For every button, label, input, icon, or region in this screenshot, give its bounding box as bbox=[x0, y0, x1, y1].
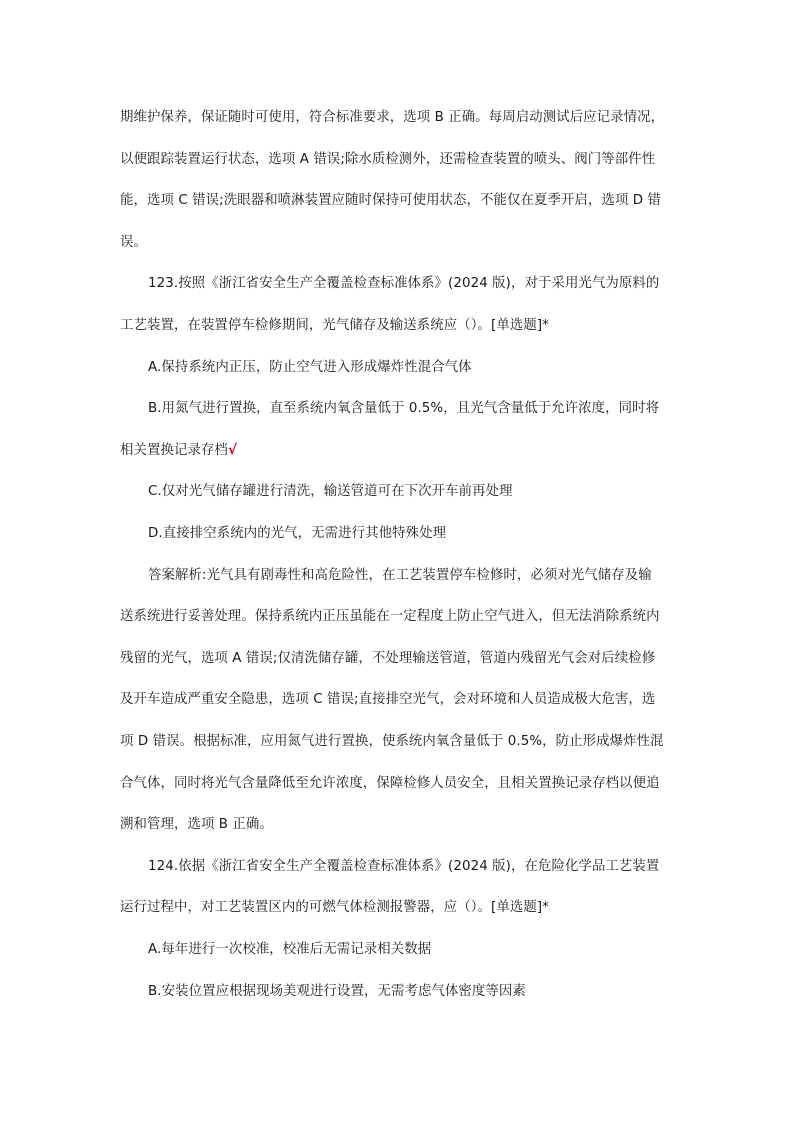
q123-option-c: C.仅对光气储存罐进行清洗，输送管道可在下次开车前再处理 bbox=[148, 484, 513, 499]
q124-option-a: A.每年进行一次校准，校准后无需记录相关数据 bbox=[148, 942, 432, 957]
q124-option-b: B.安装位置应根据现场美观进行设置，无需考虑气体密度等因素 bbox=[148, 984, 526, 999]
q123-stem-line-1: 123.按照《浙江省安全生产全覆盖检查标准体系》(2024 版)，对于采用光气为原料的 bbox=[148, 276, 660, 291]
q123-analysis-line-4: 及开车造成严重安全隐患，选项 C 错误;直接排空光气，会对环境和人员造成极大危害，选 bbox=[120, 692, 656, 707]
prev-analysis-line-1: 期维护保养，保证随时可使用，符合标准要求，选项 B 正确。每周启动测试后应记录情况， bbox=[120, 110, 665, 125]
q124-stem-line-1: 124.依据《浙江省安全生产全覆盖检查标准体系》(2024 版)，在危险化学品工艺装置 bbox=[148, 859, 660, 874]
prev-analysis-line-4: 误。 bbox=[120, 235, 147, 250]
q123-analysis-line-3: 残留的光气，选项 A 错误;仅清洗储存罐，不处理输送管道，管道内残留光气会对后续检修 bbox=[120, 651, 656, 666]
correct-answer-check-icon: √ bbox=[227, 443, 237, 458]
q123-analysis-line-1: 答案解析:光气具有剧毒性和高危险性，在工艺装置停车检修时，必须对光气储存及输 bbox=[148, 568, 652, 583]
q123-analysis-line-6: 合气体，同时将光气含量降低至允许浓度，保障检修人员安全，且相关置换记录存档以便追 bbox=[120, 776, 660, 791]
q123-option-b-line-2 bbox=[120, 441, 680, 461]
q123-analysis-line-7: 溯和管理，选项 B 正确。 bbox=[120, 817, 273, 832]
q124-stem-line-2: 运行过程中，对工艺装置区内的可燃气体检测报警器，应（）。[单选题]* bbox=[120, 900, 549, 915]
q123-stem-line-2: 工艺装置，在装置停车检修期间，光气储存及输送系统应（）。[单选题]* bbox=[120, 318, 549, 333]
prev-analysis-line-2: 以便跟踪装置运行状态，选项 A 错误;除水质检测外，还需检查装置的喷头、阀门等部件性 bbox=[120, 152, 656, 167]
q123-option-b-line-1: B.用氮气进行置换，直至系统内氧含量低于 0.5%，且光气含量低于允许浓度，同时将 bbox=[148, 401, 660, 416]
q123-analysis-line-5: 项 D 错误。根据标准，应用氮气进行置换，使系统内氧含量低于 0.5%，防止形成爆炸性混 bbox=[120, 734, 664, 749]
q123-option-b-text: 相关置换记录存档 bbox=[120, 443, 228, 458]
q123-option-d: D.直接排空系统内的光气，无需进行其他特殊处理 bbox=[148, 526, 447, 541]
q123-option-a: A.保持系统内正压，防止空气进入形成爆炸性混合气体 bbox=[148, 360, 472, 375]
prev-analysis-line-3: 能，选项 C 错误;洗眼器和喷淋装置应随时保持可使用状态，不能仅在夏季开启，选项 D 错 bbox=[120, 193, 662, 208]
q123-analysis-line-2: 送系统进行妥善处理。保持系统内正压虽能在一定程度上防止空气进入，但无法消除系统内 bbox=[120, 609, 660, 624]
